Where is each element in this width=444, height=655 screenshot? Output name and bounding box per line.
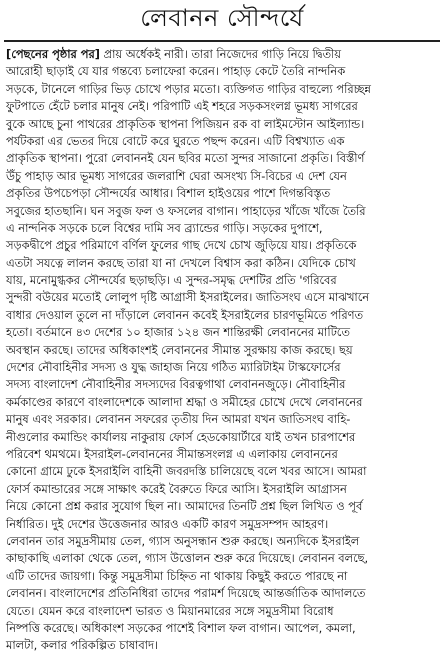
article-line: এটি তাদের জায়গা। কিন্তু সমুদ্রসীমা চিহ্নিত না থাকায় কিছুই করতে পারছে না (6, 568, 348, 583)
article-line: মালটা, কলার পরিকল্পিত চাষাবাদ। (6, 638, 159, 653)
article-body (0, 42, 444, 655)
article-line: যেতে। যেমন করে বাংলাদেশ ভারত ও মিয়ানমারের সঙ্গে সমুদ্রসীমা বিরোধ (6, 603, 334, 618)
article-line: ফোর্স কমান্ডারের সঙ্গে সাক্ষাৎ করেই বৈরুতে ফিরে আসি। ইসরাইলি আগ্রাসন (6, 481, 347, 496)
article-line: এ নান্দনিক সড়কে চলে বিশ্বের দামি সব ব্র্যান্ডের গাড়ি। সড়কের দুপাশে, (6, 220, 323, 235)
article-line: কোনো গ্রামে ঢুকে ইসরাইলি বাহিনী জবরদস্তি চালিয়েছে বলে খবর আসে। আমরা (6, 464, 367, 479)
article-line: হতো। বর্তমানে ৪৩ দেশের ১০ হাজার ১২৪ জন শান্তিরক্ষী লেবাননের মাটিতে (6, 325, 350, 340)
article-line: সড়কদ্বীপে প্রচুর পরিমাণে বর্ণিল ফুলের গাছ দেখে চোখ জুড়িয়ে যায়। প্রকৃতিকে (6, 238, 357, 253)
article-line: লেবানন। বাংলাদেশের প্রতিনিধিরা তাদের পরামর্শ দিয়েছে আন্তর্জাতিক আদালতে (6, 586, 366, 601)
article-line: নীগুলোর কমান্ডিং কার্যালয় নাকুরায় ফোর্স হেডকোয়ার্টারে যাই তখন চারপাশের (6, 429, 356, 444)
article-line: আরোহী ছাড়াই যে যার গন্তব্যে চলাফেরা করেন। পাহাড় কেটে তৈরি নান্দনিক (6, 64, 346, 79)
article-line: প্রকৃতির উপচেপড়া সৌন্দর্যের আধার। বিশাল হাইওয়ের পাশে দিগন্তবিস্তৃত (6, 186, 331, 201)
continued-from-label: [পেছনের পৃষ্ঠার পর] (6, 47, 100, 61)
article-line: নিষ্পত্তি করেছে। অধিকাংশ সড়কের পাশেই বিশাল ফল বাগান। আপেল, কমলা, (6, 620, 356, 635)
article-line: কর্মকাণ্ডের কারণে বাংলাদেশকে আলাদা শ্রদ্ধা ও সমীহের চোখে দেখে লেবাননের (6, 394, 363, 409)
article-line: সুন্দরী বউয়ের মতোই লোলুপ দৃষ্টি আগ্রাসী ইসরাইলের। জাতিসংঘ এসে মাঝখানে (6, 290, 370, 305)
article-title: লেবানন সৌন্দর্যে (140, 4, 304, 32)
article-line: বাধার দেওয়াল তুলে না দাঁড়ালে লেবানন কবেই ইসরাইলের চারণভূমিতে পরিণত (6, 307, 364, 322)
article-line: এতটা সযত্নে লালন করছে তারা যা না দেখলে বিশ্বাস করা কঠিন। যেদিকে চোখ (6, 255, 356, 270)
article-line: পর্যটকরা এর ভেতর দিয়ে বোটে করে ঘুরতে পছন্দ করেন। এটি বিশ্বখ্যাত এক (6, 133, 345, 148)
article-line: সবুজের হাতছানি। ঘন সবুজ ফল ও ফসলের বাগান। পাহাড়ের খাঁজে খাঁজে তৈরি (6, 203, 366, 218)
article-line: কাছাকাছি এলাকা থেকে তেল, গ্যাস উত্তোলন শুরু করে দিয়েছে। লেবানন বলছে, (6, 551, 369, 566)
article-line: লেবানন তার সমুদ্রসীমায় তেল, গ্যাস অনুসন্ধান শুরু করছে। অন্যদিকে ইসরাইল (6, 533, 360, 548)
article-line: পরিবেশ থমথমে। ইসরাইল-লেবাননের সীমান্তসংলগ্ন এ এলাকায় লেবাননের (6, 446, 338, 461)
article-line: নিয়ে কোনো প্রশ্ন করার সুযোগ ছিল না। আমাদের তিনটি প্রশ্ন ছিল লিখিত ও পূর্ব (6, 499, 363, 514)
headline-bar (4, 0, 440, 42)
article-line (6, 46, 439, 63)
article-line: মানুষ এবং সরকার। লেবানন সফরের তৃতীয় দিন আমরা যখন জাতিসংঘ বাহি- (6, 412, 351, 427)
article-line: সড়কে, টানেলে গাড়ির ভিড় চোখে পড়ার মতো। ব্যক্তিগত গাড়ির বাহুল্যে পরিচ্ছন্ন (6, 81, 371, 96)
article-line: অবস্থান করছে। তাদের অধিকাংশই লেবাননের সীমান্ত সুরক্ষায় কাজ করছে। ছয় (6, 342, 353, 357)
article-line: যায়, মনোমুগ্ধকর সৌন্দর্যের ছড়াছড়ি। এ সুন্দর-সমৃদ্ধ দেশটির প্রতি 'গরিবের (6, 273, 337, 288)
article-line: সদস্য বাংলাদেশ নৌবাহিনীর সদস্যদের বিরত্বগাথা লেবাননজুড়ে। নৌবাহিনীর (6, 377, 346, 392)
article-line: উঁচু পাহাড় আর ভূমধ্য সাগরের জলরাশি ঘেরা অসংখ্য সি-বিচের এ দেশ যেন (6, 168, 347, 183)
article-line-text: প্রায় অর্ধেকই নারী। তারা নিজেদের গাড়ি নিয়ে দ্বিতীয় (99, 47, 341, 61)
article-line: বুকে আছে চুনা পাথরের প্রাকৃতিক স্থাপনা পিজিয়ন রক বা লাইমস্টোন আইল্যান্ড। (6, 116, 365, 131)
article-line: নির্ধারিত। দুই দেশের উত্তেজনার আরও একটি কারণ সমুদ্রসম্পদ আহরণ। (6, 516, 329, 531)
article-line: ফুটপাতে হেঁটে চলার মানুষ নেই। পরিপাটি এই শহরে সড়কসংলগ্ন ভূমধ্য সাগরের (6, 99, 358, 114)
article-line: দেশের নৌবাহিনীর সদস্য ও যুদ্ধ জাহাজ নিয়ে গঠিত ম্যারিটাইম টাস্কফোর্সের (6, 360, 341, 375)
article-line: প্রাকৃতিক স্থাপনা। পুরো লেবাননই যেন ছবির মতো সুন্দর সাজানো প্রকৃতি। বিস্তীর্ণ (6, 151, 365, 166)
